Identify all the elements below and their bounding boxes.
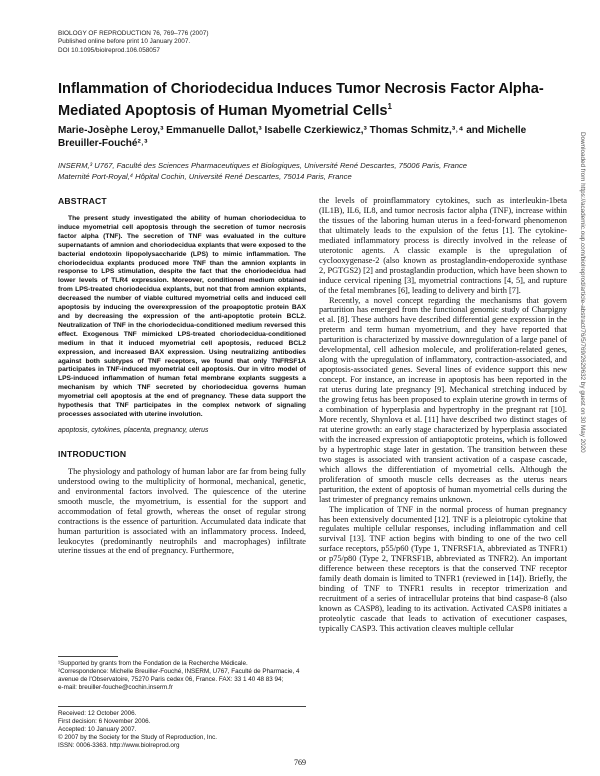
article-title-text: Inflammation of Choriodecidua Induces Tumor Necrosis Factor Alpha-Mediated Apoptosis of Human Myometrial Cells xyxy=(58,81,544,119)
right-column xyxy=(319,196,567,634)
journal-citation: BIOLOGY OF REPRODUCTION 76, 769–776 (2007) xyxy=(58,30,209,37)
page-number: 769 xyxy=(294,758,306,767)
body-paragraph-3: The implication of TNF in the normal process of human pregnancy has been extensively documented [12]. TNF is a pleiotropic cytokine that regulates multiple cellular responses, including inflammation and cell survival [13]. TNF action begins with binding to one of the two cell surface receptors, p55/p60 (Type 1, TNFRSF1A, abbreviated as TNFR1) or p75/p80 (Type 2, TNFRSF1B, abbreviated as TNFR2). An important difference between these receptors is that the conserved TNF receptor family death domain is limited to TNFR1 (reviewed in [14]). Briefly, the binding of TNF to TNFR1 results in receptor trimerization and recruitment of a series of intracellular proteins that bind caspase-8 (also known as CASP8), leading to its activation. Activated CASP8 initiates a proteolytic cascade that leads to activation of executioner caspases, typically CASP3. This activation cleaves multiple cellular xyxy=(319,504,567,633)
abstract-text: The present study investigated the ability of human choriodecidua to induce myometrial cell apoptosis through the secretion of tumor necrosis factor alpha (TNF). The secretion of TNF was evaluated in the culture supernatants of amnion and choriodecidua explants that were exposed to the bacterial endotoxin lipopolysaccharide (LPS) to mimic inflammation. The choriodecidua explants produced more TNF than the amnion explants in response to LPS stimulation, despite the fact that the choriodecidua had lower levels of TLR4 expression. Moreover, conditioned medium obtained from LPS-treated choriodecidua explants, but not that from amnion explants, decreased the number of viable cultured myometrial cells and induced cell apoptosis by inducing the overexpression of the proapoptotic protein BAX and by decreasing the expression of the anti-apoptotic protein BCL2. Neutralization of TNF in the choriodecidua-conditioned medium reversed this effect. Exogenous TNF mimicked LPS-treated choriodecidua-conditioned medium in that it induced myometrial cell apoptosis, reduced BCL2 expression, and increased BAX expression. Using neutralizing antibodies against both subtypes of TNF receptors, we found that only TNFRSF1A participates in TNF-induced myometrial cell apoptosis. Our in vitro model of LPS-induced inflammation of human fetal membrane explants suggests a mechanism by which TNF secreted by choriodecidua governs human myometrial cell apoptosis at the end of pregnancy. These data support the hypothesis that TNF participates in the complex network of signaling processes associated with uterine involution. xyxy=(58,215,306,418)
copyright: © 2007 by the Society for the Study of Reproduction, Inc. xyxy=(58,733,218,741)
received-date: Received: 12 October 2006. xyxy=(58,710,137,717)
download-notice-text: Downloaded from https://academic.oup.com/biolreprod/article-abstract/76/5/769/2629632 by guest on 30 May 2020 xyxy=(579,132,586,453)
publication-date: Published online before print 10 January 2007. xyxy=(58,38,191,46)
correspondence-footnote: ²Correspondence: Michelle Breuiller-Fouché, INSERM, U767, Faculté de Pharmacie, 4 avenue de l'Observatoire, 75270 Paris cedex 06, France. FAX: 33 1 40 48 83 94; xyxy=(58,667,300,683)
article-history xyxy=(58,706,306,750)
abstract-heading: ABSTRACT xyxy=(58,196,107,206)
author-line-1: Marie-Josèphe Leroy,³ Emmanuelle Dallot,³ Isabelle Czerkiewicz,³ Thomas Schmitz,³˒⁴ and Michelle xyxy=(58,125,527,136)
history-rule xyxy=(58,706,306,707)
affiliations xyxy=(58,160,558,182)
correspondence-email: e-mail: breuiller-fouche@cochin.inserm.fr xyxy=(58,683,173,691)
body-paragraph-2: Recently, a novel concept regarding the mechanisms that govern parturition has emerged from the functional genomic study of Charpigny et al. [8]. These authors have described differential gene expression in the preterm and term human myometrium, and they have reported that parturition is characterized by massive downregulation of a large panel of developmental, cell adhesion molecule, and proliferation-related genes, along with the upregulation of inflammatory, contraction-associated, and apoptosis-associated genes. Several lines of evidence support this new concept. For instance, an increase in apoptosis has been reported in the rat uterus during late pregnancy [9]. Mechanical stretching induced by the growing fetus has been proposed to explain uterine growth in terms of a combination of hyperplasia and hypertrophy in the pregnant rat [10]. More recently, Shynlova et al. [11] have described two distinct stages of rat uterine growth: an early stage characterized by hyperplasia associated with the increased expression of antiapoptotic proteins, which is followed by a hypertrophic stage later in gestation. The transition between these two stages is associated with transient activation of a caspase cascade, which allows the differentiation of myometrial cells. Although the proliferation of smooth muscle cells decreases as the uterus nears parturition, the extent of apoptosis of human myometrial cells during the last trimester of pregnancy remains unknown. xyxy=(319,295,567,504)
footnotes xyxy=(58,656,306,692)
footnote-rule xyxy=(58,656,118,657)
affiliation-2: Maternité Port-Royal,⁴ Hôpital Cochin, Université René Descartes, 75014 Paris, France xyxy=(58,172,352,181)
introduction-heading: INTRODUCTION xyxy=(58,448,127,459)
journal-header xyxy=(58,30,208,55)
doi: DOI 10.1095/biolreprod.106.058057 xyxy=(58,46,160,54)
introduction-paragraph: The physiology and pathology of human labor are far from being fully understood owing to the multiplicity of hormonal, mechanical, genetic, and environmental factors involved. The quiescence of the uterine smooth muscle, the myometrium, is essential for the support and accommodation of fetal growth, whereas the onset of regular strong contractions is the essence of parturition. Accumulated data indicate that human parturition is associated with an inflammatory process. Indeed, leukocytes (predominantly neutrophils and macrophages) infiltrate uterine tissues at the end of pregnancy. Furthermore, xyxy=(58,466,306,556)
body-paragraph-1: the levels of proinflammatory cytokines, such as interleukin-1beta (IL1B), IL6, IL8, and tumor necrosis factor alpha (TNF), increase within the tissues of the laboring human uterus in a feed-forward phenomenon that ultimately leads to the expulsion of the fetus [1]. The cytokine-mediated inflammatory process is directly involved in the release of uterotonic agents. A classic example is the upregulation of cyclooxygenase-2 (also known as prostaglandin-endoperoxide synthase 2, PGTGS2) [2] and prostaglandin production, which have been shown to induce cervical ripening [3], myometrial contractions [4, 5], and rupture of the fetal membranes [6], leading to delivery and birth [7]. xyxy=(319,196,567,295)
first-decision-date: First decision: 6 November 2006. xyxy=(58,717,151,725)
author-list xyxy=(58,124,558,150)
keywords: apoptosis, cytokines, placenta, pregnancy, uterus xyxy=(58,426,209,434)
support-footnote: ¹Supported by grants from the Fondation de la Recherche Médicale. xyxy=(58,660,248,667)
issn: ISSN: 0006-3363. http://www.biolreprod.org xyxy=(58,741,180,749)
affiliation-1: INSERM,³ U767, Faculté des Sciences Pharmaceutiques et Biologiques, Université René Descartes, 75006 Paris, France xyxy=(58,161,467,170)
left-column xyxy=(58,196,306,556)
accepted-date: Accepted: 10 January 2007. xyxy=(58,725,137,733)
title-footnote-marker: 1 xyxy=(387,102,392,111)
article-title xyxy=(58,80,558,120)
author-line-2: Breuiller-Fouché²˒³ xyxy=(58,138,148,149)
download-notice xyxy=(579,132,588,648)
